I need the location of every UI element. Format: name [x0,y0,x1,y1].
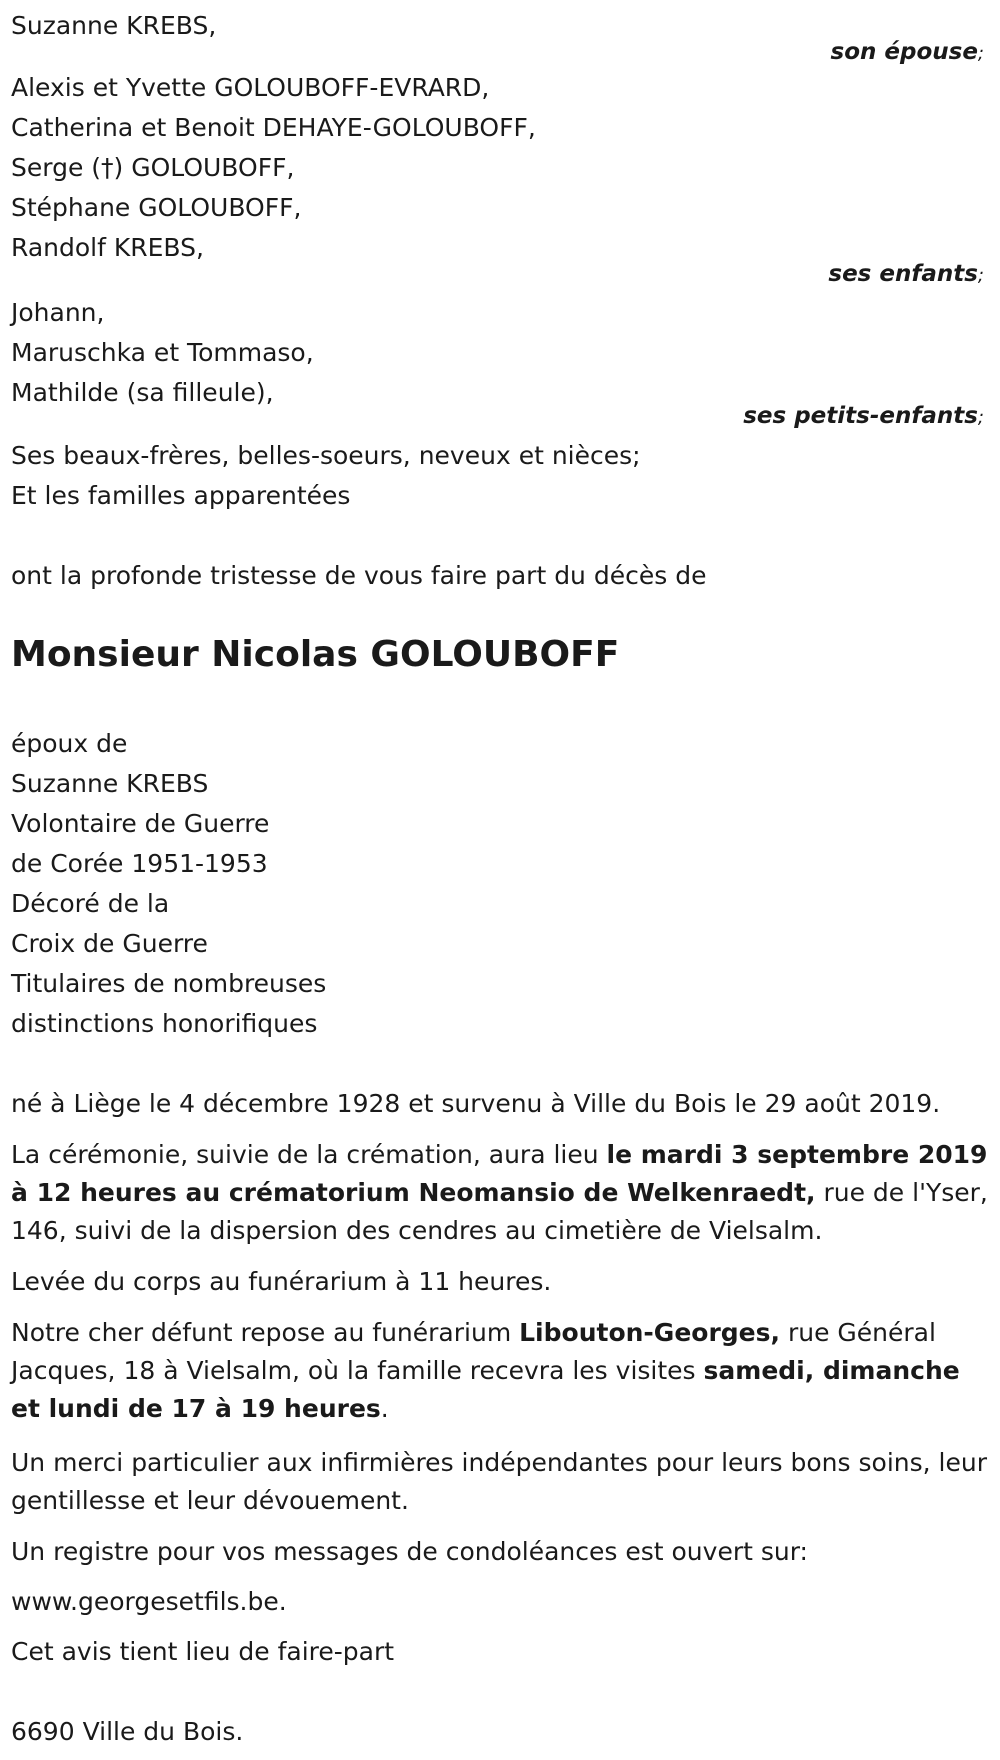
deceased-name: Monsieur Nicolas GOLOUBOFF [11,634,620,675]
grandchild-line: Maruschka et Tommaso, [11,338,314,367]
child-line: Alexis et Yvette GOLOUBOFF-EVRARD, [11,73,490,102]
bio-line: Croix de Guerre [11,929,208,958]
ceremony-bold-text: le mardi 3 septembre 2019 à 12 heures au crématorium Neomansio de Welkenraedt, [11,1140,988,1207]
bio-line: Décoré de la [11,889,170,918]
bio-line: époux de [11,729,128,758]
grandchild-line: Mathilde (sa filleule), [11,378,274,407]
others-line: Ses beaux-frères, belles-soeurs, neveux et nièces; [11,441,641,470]
ceremony-text-end: rue de l'Yser, 146, suivi de la dispersion des cendres au cimetière de Vielsalm. [11,1178,988,1245]
spouse-relation-suffix: ; [977,43,984,64]
child-line: Stéphane GOLOUBOFF, [11,193,302,222]
child-line: Catherina et Benoit DEHAYE-GOLOUBOFF, [11,113,536,142]
website-link[interactable]: www.georgesetfils.be. [11,1587,287,1616]
ceremony-text: La cérémonie, suivie de la crémation, aura lieu [11,1140,607,1169]
grandchild-line: Johann, [11,298,105,327]
repose-text-end: . [380,1394,389,1423]
thanks-paragraph: Un merci particulier aux infirmières indépendantes pour leurs bons soins, leur gentillesse et leur dévouement. [11,1448,987,1515]
levee-line: Levée du corps au funérarium à 11 heures. [11,1267,552,1296]
grandchildren-relation-suffix: ; [977,407,984,428]
birth-death-line: né à Liège le 4 décembre 1928 et survenu à Ville du Bois le 29 août 2019. [11,1089,941,1118]
repose-text-2: rue Général Jacques, 18 à Vielsalm, où la famille recevra les visites [11,1318,936,1385]
others-line: Et les familles apparentées [11,481,351,510]
child-line: Serge (†) GOLOUBOFF, [11,153,295,182]
bio-line: Volontaire de Guerre [11,809,270,838]
spouse-relation-label: son épouse [830,39,978,65]
bio-line: de Corée 1951-1953 [11,849,268,878]
child-line: Randolf KREBS, [11,233,204,262]
repose-bold-visits: samedi, dimanche et lundi de 17 à 19 heures [11,1356,960,1423]
repose-text: Notre cher défunt repose au funérarium [11,1318,520,1347]
repose-bold-funeral-home: Libouton-Georges, [519,1318,781,1347]
repose-paragraph [11,1314,991,1428]
spouse-relation [831,36,984,70]
grandchildren-relation-label: ses petits-enfants [743,403,978,429]
grandchildren-relation [743,400,984,434]
bio-line: Titulaires de nombreuses [11,969,327,998]
ceremony-paragraph [11,1136,991,1250]
bio-line: distinctions honorifiques [11,1009,318,1038]
register-line: Un registre pour vos messages de condoléances est ouvert sur: [11,1537,808,1566]
children-relation-suffix: ; [977,265,984,286]
bio-line: Suzanne KREBS [11,769,209,798]
children-relation [828,258,984,292]
spouse-name: Suzanne KREBS, [11,11,217,40]
notice-line: Cet avis tient lieu de faire-part [11,1637,395,1666]
announcement-text: ont la profonde tristesse de vous faire part du décès de [11,561,707,590]
children-relation-label: ses enfants [828,261,978,287]
address-line: 6690 Ville du Bois. [11,1717,244,1746]
